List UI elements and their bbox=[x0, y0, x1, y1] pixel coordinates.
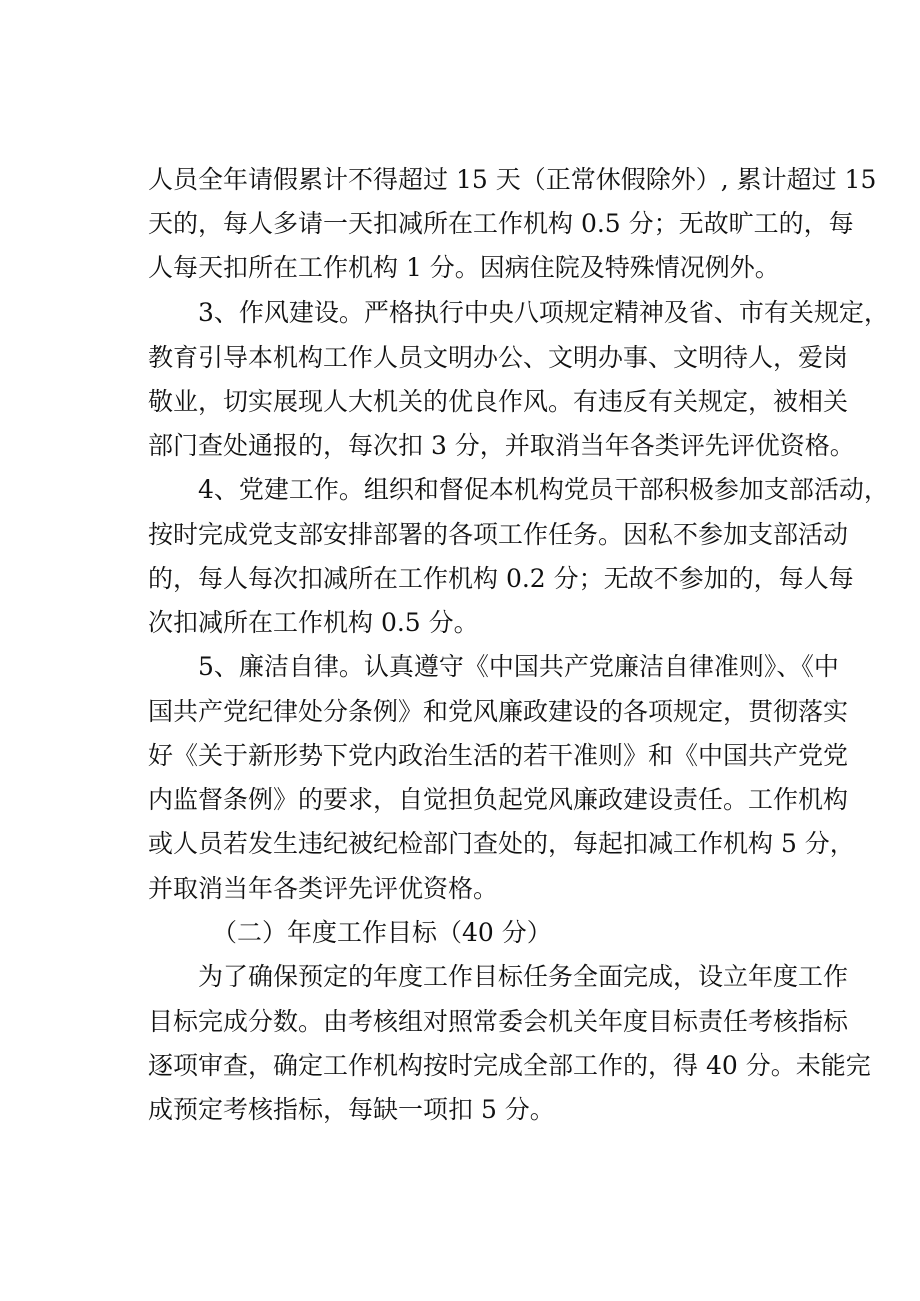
text-line: 次扣减所在工作机构 0.5 分。 bbox=[148, 608, 479, 637]
text-line: 部门查处通报的，每次扣 3 分，并取消当年各类评先评优资格。 bbox=[148, 431, 855, 460]
section-heading: （二）年度工作目标（40 分） bbox=[212, 918, 552, 947]
text-line: 并取消当年各类评先评优资格。 bbox=[148, 874, 499, 903]
text-line: 为了确保预定的年度工作目标任务全面完成，设立年度工作 bbox=[198, 962, 849, 991]
text-line: 人每天扣所在工作机构 1 分。因病住院及特殊情况例外。 bbox=[148, 253, 780, 282]
text-line: 逐项审查，确定工作机构按时完成全部工作的，得 40 分。未能完 bbox=[148, 1051, 871, 1080]
text-line: 国共产党纪律处分条例》和党风廉政建设的各项规定，贯彻落实 bbox=[148, 697, 849, 726]
text-line: 内监督条例》的要求，自觉担负起党风廉政建设责任。工作机构 bbox=[148, 785, 849, 814]
text-line: 5、廉洁自律。认真遵守《中国共产党廉洁自律准则》、《中 bbox=[198, 652, 839, 681]
text-line: 3、作风建设。严格执行中央八项规定精神及省、市有关规定， bbox=[198, 298, 889, 327]
text-line: 教育引导本机构工作人员文明办公、文明办事、文明待人，爱岗 bbox=[148, 343, 849, 372]
text-line: 或人员若发生违纪被纪检部门查处的，每起扣减工作机构 5 分， bbox=[148, 829, 855, 858]
text-line: 按时完成党支部安排部署的各项工作任务。因私不参加支部活动 bbox=[148, 520, 849, 549]
text-line: 成预定考核指标，每缺一项扣 5 分。 bbox=[148, 1095, 555, 1124]
text-line: 好《关于新形势下党内政治生活的若干准则》和《中国共产党党 bbox=[148, 741, 849, 770]
text-line: 目标完成分数。由考核组对照常委会机关年度目标责任考核指标 bbox=[148, 1007, 849, 1036]
text-line: 天的，每人多请一天扣减所在工作机构 0.5 分；无故旷工的，每 bbox=[148, 209, 854, 238]
text-line: 人员全年请假累计不得超过 15 天（正常休假除外）, 累计超过 15 bbox=[148, 165, 877, 194]
text-line: 4、党建工作。组织和督促本机构党员干部积极参加支部活动， bbox=[198, 475, 889, 504]
text-line: 敬业，切实展现人大机关的优良作风。有违反有关规定，被相关 bbox=[148, 387, 849, 416]
text-line: 的，每人每次扣减所在工作机构 0.2 分；无故不参加的，每人每 bbox=[148, 564, 854, 593]
